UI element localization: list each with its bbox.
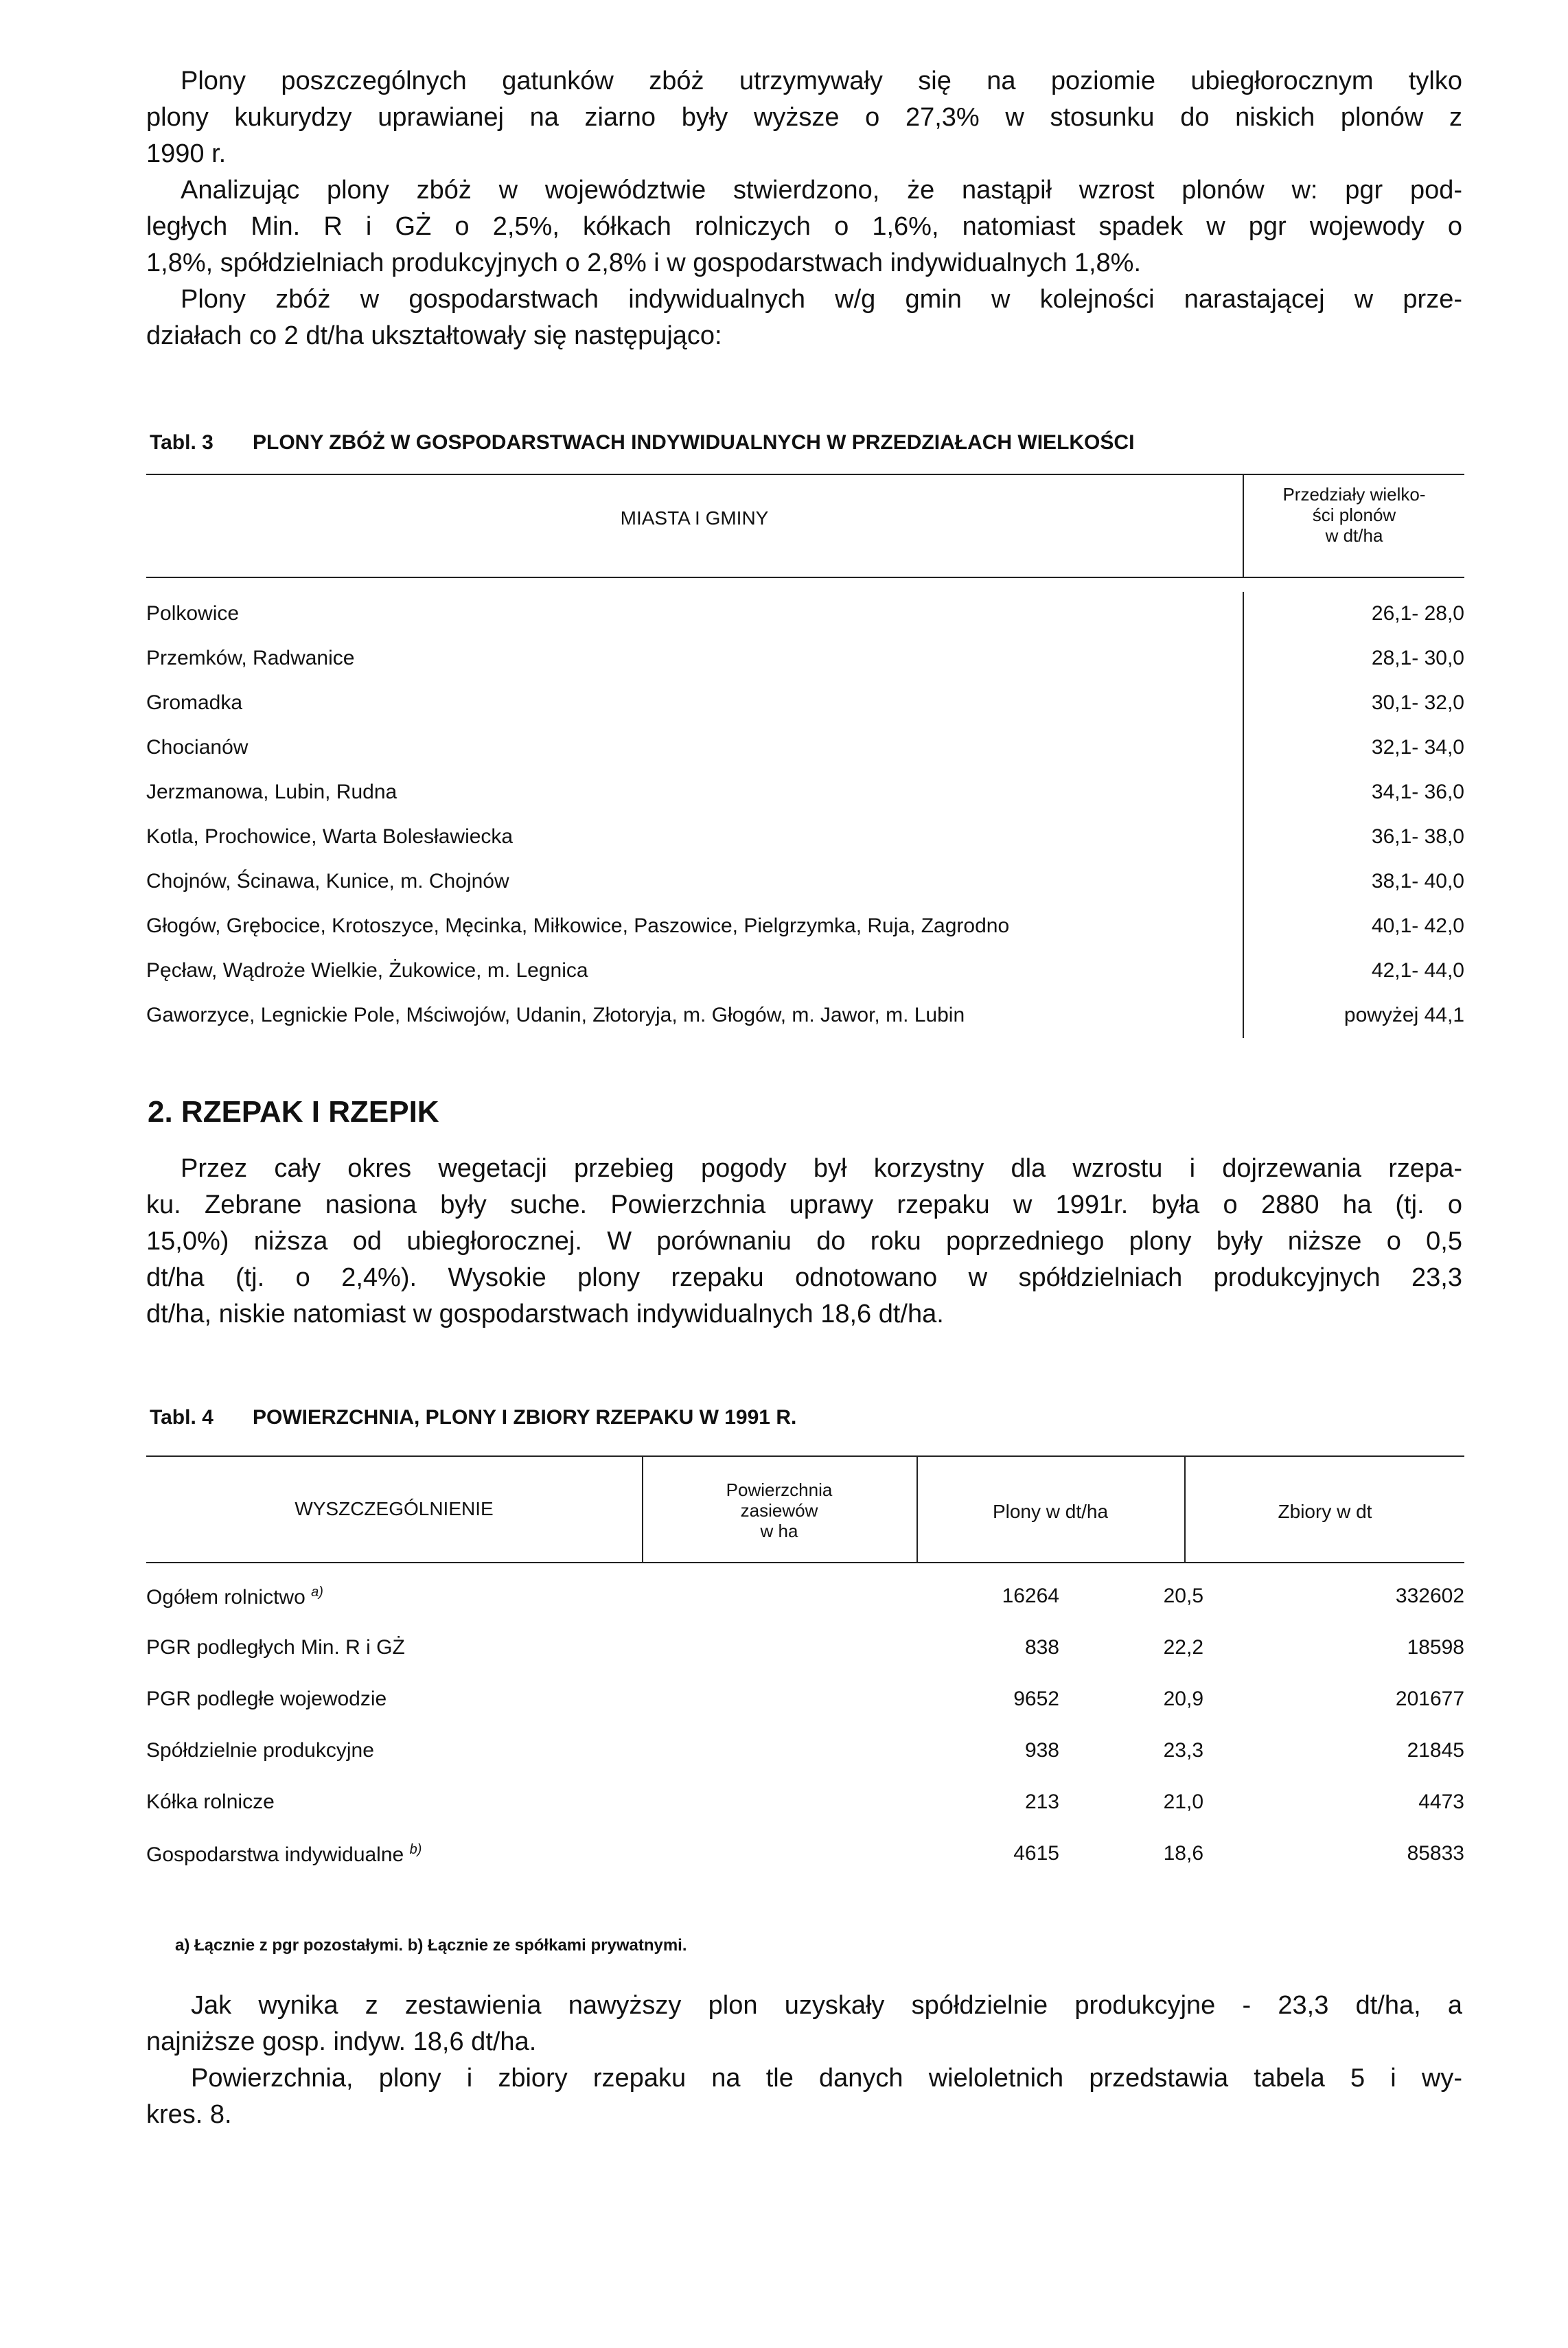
table3-range: 42,1- 44,0	[1371, 959, 1464, 982]
table3-col-ranges-l3: w dt/ha	[1325, 525, 1383, 546]
table4-crop: 201677	[1395, 1688, 1464, 1710]
table4-item-name: Spółdzielnie produkcyjne	[146, 1739, 374, 1762]
intro-line: 1,8%, spółdzielniach produkcyjnych o 2,8% i w gospodarstwach indywidualnych 1,8%.	[146, 249, 1142, 277]
table3-city: Głogów, Grębocice, Krotoszyce, Męcinka, Miłkowice, Paszowice, Pielgrzymka, Ruja, Zagrodno	[146, 914, 1010, 937]
table4-item-name: Ogółem rolnictwo	[146, 1586, 305, 1609]
table3-city: Gaworzyce, Legnickie Pole, Mściwojów, Udanin, Złotoryja, m. Głogów, m. Jawor, m. Lubin	[146, 1004, 965, 1026]
table4-area: 9652	[1013, 1688, 1059, 1710]
table-row	[146, 815, 1464, 859]
table4-item	[146, 1739, 374, 1762]
table-row	[146, 860, 1464, 903]
table4-crop: 4473	[1418, 1791, 1464, 1813]
table4-item	[146, 1636, 405, 1659]
table4-col-area	[643, 1480, 915, 1541]
table3-range: 38,1- 40,0	[1371, 870, 1464, 893]
table3-range: 28,1- 30,0	[1371, 647, 1464, 669]
intro-line: Analizując plony zbóż w województwie stwierdzono, że nastąpił wzrost plonów w: pgr pod-	[181, 176, 1462, 205]
table4-item-name: PGR podległych Min. R i GŻ	[146, 1636, 405, 1659]
table4-item	[146, 1842, 422, 1867]
table4-area: 838	[1024, 1636, 1059, 1659]
table4-col-crop: Zbiory w dt	[1278, 1501, 1372, 1522]
section2-paragraph	[146, 1151, 1462, 1333]
table3-header-rule	[146, 577, 1464, 578]
table-row	[146, 949, 1464, 993]
table3-range: 36,1- 38,0	[1371, 825, 1464, 848]
intro-line: plony kukurydzy uprawianej na ziarno były wyższe o 27,3% w stosunku do niskich plonów z	[146, 103, 1462, 132]
section2-line: dt/ha (tj. o 2,4%). Wysokie plony rzepaku odnotowano w spółdzielniach produkcyjnych 23,3	[146, 1263, 1462, 1292]
intro-line: Plony zbóż w gospodarstwach indywidualnych w/g gmin w kolejności narastającej w prze-	[181, 285, 1462, 314]
table3-range: 30,1- 32,0	[1371, 691, 1464, 714]
table4-crop: 332602	[1395, 1585, 1464, 1607]
table3-top-rule	[146, 474, 1464, 475]
table3-label: Tabl. 3	[150, 431, 214, 454]
table4-heading: POWIERZCHNIA, PLONY I ZBIORY RZEPAKU W 1991 R.	[253, 1406, 797, 1429]
table4-yield: 22,2	[1163, 1636, 1203, 1659]
intro-line: Plony poszczególnych gatunków zbóż utrzymywały się na poziomie ubiegłorocznym tylko	[181, 67, 1462, 95]
table-row	[146, 1675, 1464, 1726]
table3-city: Polkowice	[146, 602, 240, 625]
table3-range: 40,1- 42,0	[1371, 914, 1464, 937]
table4-area: 16264	[1002, 1585, 1059, 1607]
table3-title	[150, 431, 1134, 454]
table3-city: Chocianów	[146, 736, 249, 759]
section2-line: Przez cały okres wegetacji przebieg pogody był korzystny dla wzrostu i dojrzewania rzepa-	[181, 1154, 1462, 1183]
table-row	[146, 770, 1464, 814]
section2-line: 15,0%) niższa od ubiegłorocznej. W porównaniu do roku poprzedniego plony były niższe o 0,5	[146, 1227, 1462, 1256]
table3-city: Kotla, Prochowice, Warta Bolesławiecka	[146, 825, 514, 848]
table4-col-area-l1: Powierzchnia	[726, 1480, 833, 1500]
table4-area: 213	[1024, 1791, 1059, 1813]
table3-heading: PLONY ZBÓŻ W GOSPODARSTWACH INDYWIDUALNYCH W PRZEDZIAŁACH WIELKOŚCI	[253, 431, 1135, 454]
section2-line: ku. Zebrane nasiona były suche. Powierzchnia uprawy rzepaku w 1991r. była o 2880 ha (tj. o	[146, 1190, 1462, 1219]
table4-yield: 20,9	[1163, 1688, 1203, 1710]
table4-item-name: Gospodarstwa indywidualne	[146, 1843, 404, 1866]
table-row	[146, 592, 1464, 636]
section-title: 2. RZEPAK I RZEPIK	[148, 1095, 439, 1129]
table-row	[146, 681, 1464, 725]
table4-col-area-l2: zasiewów	[740, 1500, 818, 1521]
table4-item-note: a)	[311, 1585, 323, 1600]
table4-title	[150, 1406, 796, 1429]
table4-yield: 18,6	[1163, 1842, 1203, 1865]
table4-item-name: Kółka rolnicze	[146, 1791, 275, 1813]
table4-item-name: PGR podległe wojewodzie	[146, 1688, 387, 1710]
section2-line: dt/ha, niskie natomiast w gospodarstwach indywidualnych 18,6 dt/ha.	[146, 1300, 944, 1328]
closing-line: Jak wynika z zestawienia nawyższy plon uzyskały spółdzielnie produkcyjne - 23,3 dt/ha, a	[191, 1991, 1462, 2020]
table4-col-yield: Plony w dt/ha	[992, 1501, 1109, 1522]
table-row	[146, 636, 1464, 680]
table4-area: 938	[1024, 1739, 1059, 1762]
table-row	[146, 1727, 1464, 1777]
table4-footnote: a) Łącznie z pgr pozostałymi. b) Łącznie ze spółkami prywatnymi.	[175, 1936, 687, 1955]
table-row	[146, 1830, 1464, 1880]
table4-top-rule	[146, 1455, 1464, 1457]
table3-range: 26,1- 28,0	[1371, 602, 1464, 625]
table4-area: 4615	[1013, 1842, 1059, 1865]
table4-header-rule	[146, 1562, 1464, 1563]
table3-range: 32,1- 34,0	[1371, 736, 1464, 759]
table4-item-note: b)	[409, 1842, 422, 1857]
table4-yield: 21,0	[1163, 1791, 1203, 1813]
intro-line: ległych Min. R i GŻ o 2,5%, kółkach rolniczych o 1,6%, natomiast spadek w pgr wojewody o	[146, 212, 1462, 241]
table3-col-ranges-l1: Przedziały wielko-	[1282, 484, 1426, 505]
table4-yield: 20,5	[1163, 1585, 1203, 1607]
table-row	[146, 993, 1464, 1037]
table3-city: Pęcław, Wądroże Wielkie, Żukowice, m. Legnica	[146, 959, 588, 982]
table4-col-item: WYSZCZEGÓLNIENIE	[295, 1498, 494, 1519]
table3-col-cities: MIASTA I GMINY	[620, 507, 769, 529]
table4-item	[146, 1688, 387, 1711]
table4-crop: 21845	[1407, 1739, 1464, 1762]
table-row	[146, 904, 1464, 948]
table3-range: powyżej 44,1	[1344, 1004, 1464, 1026]
intro-line: 1990 r.	[146, 139, 227, 168]
table-row	[146, 726, 1464, 770]
closing-line: kres. 8.	[146, 2100, 232, 2129]
table4-label: Tabl. 4	[150, 1406, 214, 1429]
table4-crop: 18598	[1407, 1636, 1464, 1659]
table4-item	[146, 1791, 275, 1814]
table-row	[146, 1572, 1464, 1623]
table3-city: Przemków, Radwanice	[146, 647, 355, 669]
table-row	[146, 1624, 1464, 1674]
closing-line: Powierzchnia, plony i zbiory rzepaku na tle danych wieloletnich przedstawia tabela 5 i wy-	[191, 2064, 1462, 2093]
closing-paragraph	[146, 1988, 1462, 2133]
intro-line: działach co 2 dt/ha ukształtowały się następująco:	[146, 321, 722, 350]
table3-col-ranges	[1244, 484, 1464, 546]
table4-crop: 85833	[1407, 1842, 1464, 1865]
table3-col-ranges-l2: ści plonów	[1312, 505, 1396, 525]
table3-city: Gromadka	[146, 691, 243, 714]
closing-line: najniższe gosp. indyw. 18,6 dt/ha.	[146, 2027, 537, 2056]
intro-paragraph	[146, 63, 1462, 354]
table3-range: 34,1- 36,0	[1371, 781, 1464, 803]
table3-city: Jerzmanowa, Lubin, Rudna	[146, 781, 397, 803]
table-row	[146, 1778, 1464, 1829]
table3-city: Chojnów, Ścinawa, Kunice, m. Chojnów	[146, 870, 509, 893]
table4-col-area-l3: w ha	[760, 1521, 798, 1541]
table4-yield: 23,3	[1163, 1739, 1203, 1762]
table4-item	[146, 1585, 323, 1609]
